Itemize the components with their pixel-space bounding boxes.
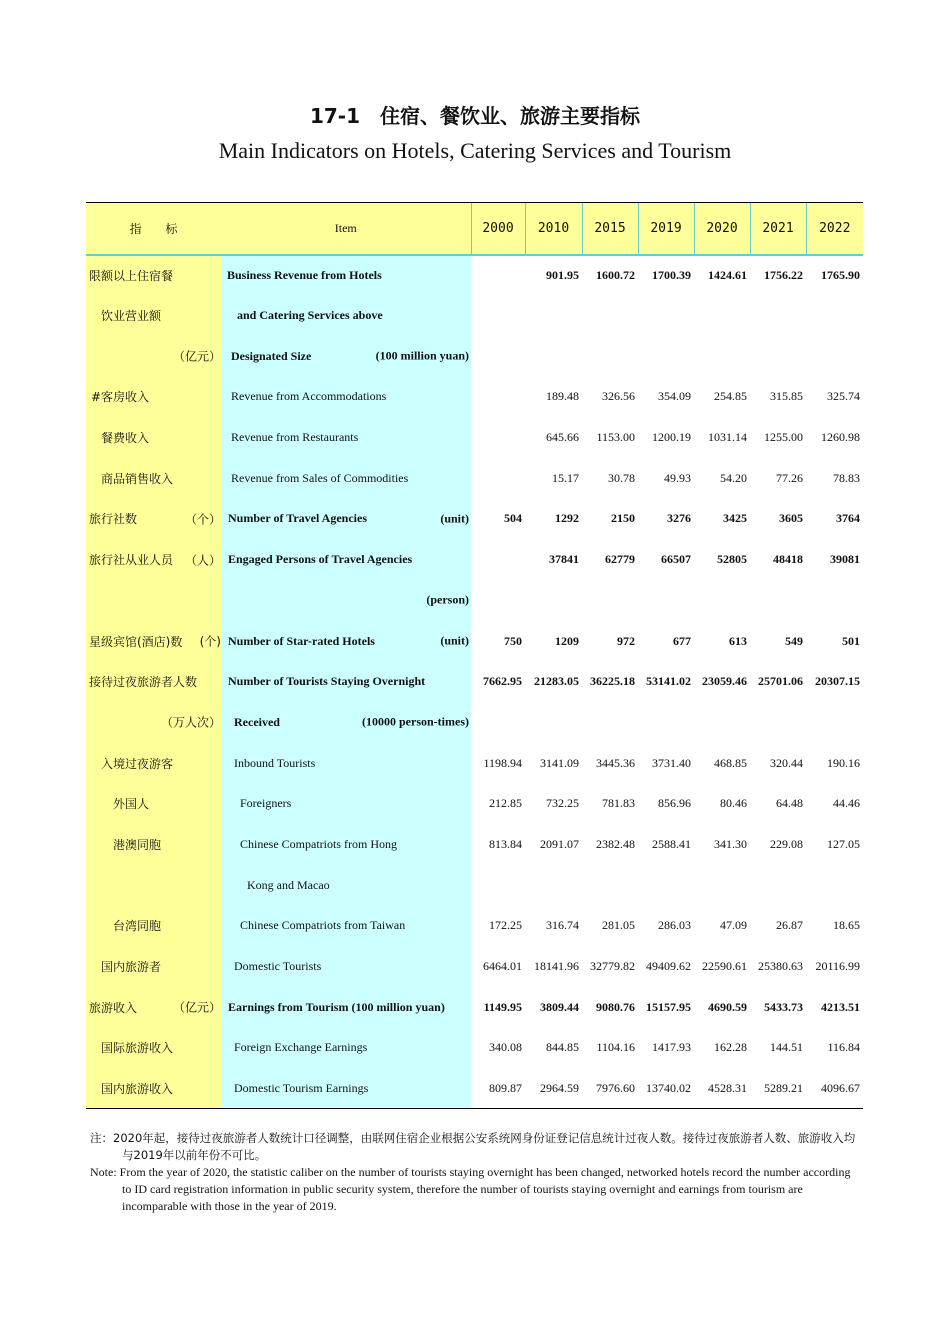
row-label-cn — [86, 295, 221, 336]
cell-value: 62779 — [605, 552, 635, 567]
cell-value: 30.78 — [608, 470, 635, 485]
cell-value: 281.05 — [602, 918, 635, 933]
label-en: Designated Size — [231, 348, 312, 363]
cell-value: 26.87 — [776, 918, 803, 933]
cell-value: 37841 — [549, 552, 579, 567]
cell-value: 190.16 — [827, 755, 860, 770]
title-cn: 17-1 住宿、餐饮业、旅游主要指标 — [309, 104, 641, 128]
cell-value: 1149.95 — [483, 999, 522, 1014]
cell-value — [471, 417, 525, 458]
cell-value: 4690.59 — [708, 999, 747, 1014]
table-row — [86, 539, 863, 580]
unit-cn: (个) — [199, 634, 221, 649]
label-cn: 饮业营业额 — [101, 309, 162, 324]
title-en: Main Indicators on Hotels, Catering Services and Tourism — [218, 138, 732, 163]
label-en: Inbound Tourists — [234, 755, 316, 770]
cell-value: 1756.22 — [764, 267, 803, 282]
cell-value: 212.85 — [489, 796, 522, 811]
label-cn — [86, 878, 89, 892]
unit-en: (10000 person-times) — [362, 714, 469, 729]
cell-value — [750, 865, 806, 906]
cell-value: 7976.60 — [582, 1068, 638, 1109]
cell-value: 3141.09 — [540, 755, 579, 770]
notes — [90, 1130, 860, 1215]
header-year: 2021 — [750, 203, 806, 255]
cell-value: 4096.67 — [806, 1068, 863, 1109]
cell-value — [694, 295, 750, 336]
table-row — [86, 295, 863, 336]
cell-value — [525, 702, 582, 743]
label-cn: 入境过夜游客 — [101, 756, 174, 771]
cell-value: 44.46 — [833, 796, 860, 811]
header-cn: 指 标 — [86, 203, 221, 255]
row-label-cn — [86, 1068, 221, 1109]
row-label-cn — [86, 255, 221, 296]
cell-value: 3276 — [667, 511, 691, 526]
row-label-en — [221, 1028, 471, 1069]
cell-value — [582, 336, 638, 377]
cell-value: 18141.96 — [534, 959, 579, 974]
row-label-cn — [86, 906, 221, 947]
cell-value: 39081 — [830, 552, 860, 567]
cell-value: 13740.02 — [638, 1068, 694, 1109]
row-label-en — [221, 336, 471, 377]
row-label-cn — [86, 580, 221, 621]
table-row — [86, 702, 863, 743]
label-cn: 国际旅游收入 — [101, 1041, 174, 1056]
row-label-cn — [86, 783, 221, 824]
label-cn — [86, 349, 89, 363]
cell-value: 501 — [842, 633, 860, 648]
cell-value — [582, 580, 638, 621]
cell-value: 3445.36 — [596, 755, 635, 770]
cell-value: 5433.73 — [764, 999, 803, 1014]
cell-value — [806, 336, 863, 377]
cell-value — [750, 702, 806, 743]
cell-value: 315.85 — [770, 389, 803, 404]
cell-value: 809.87 — [471, 1068, 525, 1109]
label-cn: 港澳同胞 — [113, 837, 162, 852]
label-en: Business Revenue from Hotels — [227, 267, 382, 282]
cell-value: 340.08 — [489, 1040, 522, 1055]
table-row — [86, 1068, 863, 1109]
cell-value: 781.83 — [602, 796, 635, 811]
cell-value — [525, 580, 582, 621]
row-label-en — [221, 377, 471, 418]
table-row — [86, 255, 863, 296]
cell-value — [806, 702, 863, 743]
cell-value: 15157.95 — [646, 999, 691, 1014]
table-row — [86, 499, 863, 540]
table-row — [86, 336, 863, 377]
cell-value: 6464.01 — [483, 959, 522, 974]
cell-value — [694, 336, 750, 377]
cell-value: 7662.95 — [483, 674, 522, 689]
cell-value: 32779.82 — [590, 959, 635, 974]
header-year: 2019 — [638, 203, 694, 255]
table-row — [86, 783, 863, 824]
unit-en: (100 million yuan) — [375, 348, 469, 363]
cell-value: 15.17 — [552, 470, 579, 485]
label-cn: 外国人 — [113, 797, 150, 812]
cell-value: 1765.90 — [821, 267, 860, 282]
row-label-en — [221, 255, 471, 296]
cell-value: 504 — [504, 511, 522, 526]
cell-value: 18.65 — [833, 918, 860, 933]
row-label-cn — [86, 458, 221, 499]
cell-value: 549 — [785, 633, 803, 648]
header-year: 2022 — [806, 203, 863, 255]
cell-value: 25701.06 — [758, 674, 803, 689]
cell-value — [638, 336, 694, 377]
unit-en: (person) — [426, 592, 469, 607]
cell-value: 5289.21 — [750, 1068, 806, 1109]
indicators-table — [86, 202, 863, 1109]
cell-value: 78.83 — [833, 470, 860, 485]
cell-value: 189.48 — [546, 389, 579, 404]
cell-value: 901.95 — [546, 267, 579, 282]
cell-value: 286.03 — [658, 918, 691, 933]
cell-value — [471, 255, 525, 296]
label-en: Received — [234, 714, 280, 729]
cell-value — [694, 580, 750, 621]
cell-value: 732.25 — [546, 796, 579, 811]
cell-value — [471, 336, 525, 377]
cell-value — [471, 865, 525, 906]
cell-value: 254.85 — [714, 389, 747, 404]
row-label-cn — [86, 824, 221, 865]
row-label-en — [221, 417, 471, 458]
cell-value: 2091.07 — [540, 836, 579, 851]
label-cn: 旅行社从业人员 — [89, 553, 174, 568]
header-row — [86, 203, 863, 255]
row-label-cn — [86, 621, 221, 662]
cell-value: 23059.46 — [702, 674, 747, 689]
cell-value — [806, 580, 863, 621]
cell-value: 341.30 — [714, 836, 747, 851]
row-label-cn — [86, 987, 221, 1028]
row-label-en — [221, 987, 471, 1028]
row-label-en — [221, 865, 471, 906]
table-row — [86, 661, 863, 702]
row-label-en — [221, 906, 471, 947]
header-year: 2000 — [471, 203, 525, 255]
cell-value — [750, 580, 806, 621]
label-cn — [86, 715, 89, 729]
cell-value: 52805 — [717, 552, 747, 567]
label-en: Chinese Compatriots from Taiwan — [240, 918, 406, 933]
row-label-en — [221, 295, 471, 336]
cell-value: 77.26 — [776, 470, 803, 485]
cell-value: 1255.00 — [764, 430, 803, 445]
header-year: 2010 — [525, 203, 582, 255]
cell-value — [638, 580, 694, 621]
cell-value: 21283.05 — [534, 674, 579, 689]
cell-value: 1700.39 — [652, 267, 691, 282]
unit-cn: （人） — [184, 553, 221, 568]
cell-value: 22590.61 — [702, 959, 747, 974]
row-label-en — [221, 702, 471, 743]
cell-value: 80.46 — [720, 796, 747, 811]
cell-value: 144.51 — [770, 1040, 803, 1055]
cell-value — [750, 336, 806, 377]
cell-value: 116.84 — [827, 1040, 860, 1055]
cell-value: 1600.72 — [596, 267, 635, 282]
label-cn — [86, 593, 89, 607]
cell-value: 9080.76 — [596, 999, 635, 1014]
label-en: Chinese Compatriots from Hong — [240, 836, 397, 851]
cell-value: 2588.41 — [652, 836, 691, 851]
label-cn: 国内旅游者 — [101, 960, 162, 975]
cell-value — [525, 295, 582, 336]
cell-value: 613 — [729, 633, 747, 648]
cell-value: 54.20 — [720, 470, 747, 485]
header-year: 2015 — [582, 203, 638, 255]
cell-value: 4213.51 — [821, 999, 860, 1014]
row-label-en — [221, 743, 471, 784]
row-label-cn — [86, 865, 221, 906]
table-row — [86, 1028, 863, 1069]
cell-value: 3764 — [836, 511, 860, 526]
cell-value: 1153.00 — [596, 430, 635, 445]
cell-value: 20116.99 — [815, 959, 860, 974]
label-en: Number of Star-rated Hotels — [228, 633, 375, 648]
cell-value: 856.96 — [658, 796, 691, 811]
cell-value — [638, 865, 694, 906]
row-label-cn — [86, 1028, 221, 1069]
row-label-en — [221, 458, 471, 499]
table-row — [86, 824, 863, 865]
cell-value: 326.56 — [602, 389, 635, 404]
cell-value: 48418 — [773, 552, 803, 567]
row-label-en — [221, 539, 471, 580]
cell-value: 645.66 — [546, 430, 579, 445]
label-en: Domestic Tourists — [234, 959, 322, 974]
cell-value: 162.28 — [714, 1040, 747, 1055]
note-cn: 注：2020年起，接待过夜旅游者人数统计口径调整，由联网住宿企业根据公安系统网身份证登记信息统计过夜人数。接待过夜旅游者人数、旅游收入均与2019年以前年份不可比。 — [90, 1131, 856, 1162]
cell-value: 49409.62 — [646, 959, 691, 974]
cell-value — [582, 865, 638, 906]
row-label-cn — [86, 702, 221, 743]
row-label-cn — [86, 946, 221, 987]
cell-value: 2382.48 — [596, 836, 635, 851]
row-label-en — [221, 499, 471, 540]
cell-value: 172.25 — [489, 918, 522, 933]
label-en: Foreign Exchange Earnings — [234, 1040, 368, 1055]
label-en: and Catering Services above — [237, 308, 383, 323]
row-label-cn — [86, 539, 221, 580]
cell-value: 20307.15 — [815, 674, 860, 689]
cell-value: 468.85 — [714, 755, 747, 770]
cell-value — [694, 702, 750, 743]
cell-value: 53141.02 — [646, 674, 691, 689]
label-cn: 接待过夜旅游者人数 — [89, 675, 198, 690]
header-en: Item — [221, 203, 471, 255]
cell-value: 1200.19 — [652, 430, 691, 445]
row-label-en — [221, 783, 471, 824]
label-en: Number of Travel Agencies — [228, 511, 367, 526]
cell-value: 127.05 — [827, 836, 860, 851]
table-row — [86, 621, 863, 662]
row-label-en — [221, 661, 471, 702]
cell-value: 36225.18 — [590, 674, 635, 689]
cell-value: 320.44 — [770, 755, 803, 770]
cell-value: 3425 — [723, 511, 747, 526]
cell-value: 972 — [617, 633, 635, 648]
table-row — [86, 743, 863, 784]
label-cn: 国内旅游收入 — [101, 1081, 174, 1096]
unit-en: (unit) — [440, 633, 469, 648]
cell-value: 1260.98 — [821, 430, 860, 445]
row-label-cn — [86, 499, 221, 540]
label-cn: 星级宾馆(酒店)数 — [89, 634, 183, 649]
cell-value — [471, 377, 525, 418]
cell-value: 1209 — [555, 633, 579, 648]
cell-value — [471, 458, 525, 499]
cell-value — [471, 295, 525, 336]
label-en: Revenue from Sales of Commodities — [231, 470, 409, 485]
row-label-cn — [86, 417, 221, 458]
label-en: Domestic Tourism Earnings — [234, 1080, 369, 1095]
cell-value: 3605 — [779, 511, 803, 526]
label-en: Foreigners — [240, 796, 292, 811]
cell-value: 1104.16 — [596, 1040, 635, 1055]
cell-value — [471, 539, 525, 580]
table-row — [86, 946, 863, 987]
cell-value — [471, 702, 525, 743]
table-row — [86, 458, 863, 499]
cell-value — [582, 295, 638, 336]
table-row — [86, 987, 863, 1028]
label-cn: 旅游收入 — [89, 1000, 138, 1015]
cell-value: 844.85 — [546, 1040, 579, 1055]
row-label-en — [221, 946, 471, 987]
cell-value — [806, 295, 863, 336]
label-cn: 台湾同胞 — [113, 919, 162, 934]
cell-value — [638, 295, 694, 336]
row-label-en — [221, 621, 471, 662]
cell-value: 4528.31 — [694, 1068, 750, 1109]
cell-value: 1031.14 — [708, 430, 747, 445]
cell-value: 813.84 — [489, 836, 522, 851]
cell-value: 1292 — [555, 511, 579, 526]
cell-value: 64.48 — [776, 796, 803, 811]
unit-en: (unit) — [440, 511, 469, 526]
label-en: Number of Tourists Staying Overnight — [228, 674, 426, 689]
cell-value: 66507 — [661, 552, 691, 567]
label-en: Engaged Persons of Travel Agencies — [228, 552, 413, 567]
cell-value — [525, 336, 582, 377]
cell-value: 750 — [504, 633, 522, 648]
unit-cn: （亿元） — [172, 1000, 221, 1015]
cell-value: 2150 — [611, 511, 635, 526]
cell-value: 49.93 — [664, 470, 691, 485]
row-label-cn — [86, 377, 221, 418]
cell-value: 1424.61 — [708, 267, 747, 282]
row-label-en — [221, 1068, 471, 1109]
unit-cn: （亿元） — [172, 349, 221, 364]
cell-value — [638, 702, 694, 743]
label-cn: 餐费收入 — [101, 431, 150, 446]
cell-value: 354.09 — [658, 389, 691, 404]
unit-cn: （个） — [184, 512, 221, 527]
cell-value — [806, 865, 863, 906]
row-label-en — [221, 580, 471, 621]
label-cn: 商品销售收入 — [101, 471, 174, 486]
table-row — [86, 377, 863, 418]
label-cn: 限额以上住宿餐 — [89, 268, 174, 283]
table-row — [86, 417, 863, 458]
cell-value: 1198.94 — [483, 755, 522, 770]
header-year: 2020 — [694, 203, 750, 255]
cell-value: 47.09 — [720, 918, 747, 933]
row-label-en — [221, 824, 471, 865]
cell-value: 3731.40 — [652, 755, 691, 770]
cell-value: 229.08 — [770, 836, 803, 851]
cell-value — [471, 580, 525, 621]
row-label-cn — [86, 661, 221, 702]
cell-value: 2964.59 — [525, 1068, 582, 1109]
row-label-cn — [86, 336, 221, 377]
label-en: Revenue from Accommodations — [231, 389, 387, 404]
label-en: Revenue from Restaurants — [231, 430, 359, 445]
note-en: Note: From the year of 2020, the statistic caliber on the number of tourists staying overnight has been changed, networked hotels record the number according to ID card registration information in public security system, therefore the number of tourists staying overnight and earnings from tourism are incomparable with those in the year of 2019. — [90, 1165, 851, 1213]
cell-value: 677 — [673, 633, 691, 648]
cell-value — [750, 295, 806, 336]
row-label-cn — [86, 743, 221, 784]
label-en: Kong and Macao — [247, 877, 330, 892]
label-cn: #客房收入 — [91, 390, 150, 405]
label-cn: 旅行社数 — [89, 512, 138, 527]
cell-value: 325.74 — [827, 389, 860, 404]
cell-value — [582, 702, 638, 743]
cell-value: 316.74 — [546, 918, 579, 933]
cell-value — [525, 865, 582, 906]
cell-value: 1417.93 — [652, 1040, 691, 1055]
unit-cn: （万人次） — [160, 715, 221, 730]
cell-value — [694, 865, 750, 906]
table-row — [86, 906, 863, 947]
table-row — [86, 865, 863, 906]
cell-value: 3809.44 — [540, 999, 579, 1014]
cell-value: 25380.63 — [758, 959, 803, 974]
table-row — [86, 580, 863, 621]
label-en: Earnings from Tourism (100 million yuan) — [228, 999, 445, 1014]
